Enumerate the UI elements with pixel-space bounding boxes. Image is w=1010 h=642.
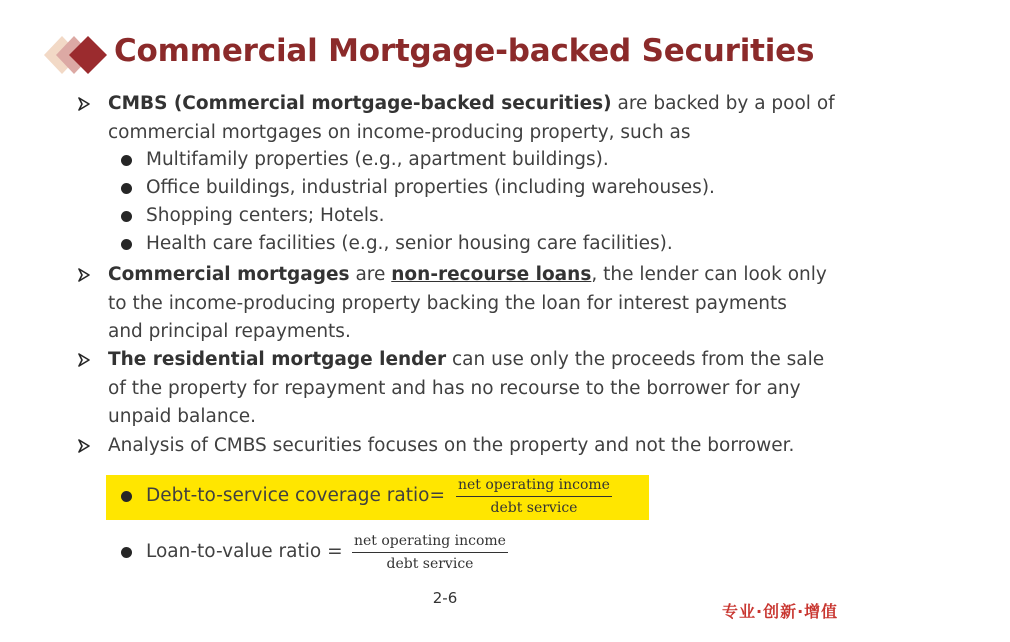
ltv-label: Loan-to-value ratio = (146, 541, 343, 562)
fraction-numerator: net operating income (456, 476, 612, 497)
inline-text: can use only the proceeds from the sale (446, 349, 825, 370)
paragraph-line: and principal repayments. (108, 321, 351, 342)
bullet-dot (121, 183, 132, 194)
non-recourse-term: non-recourse loans (391, 264, 592, 285)
arrow-bullet-icon (77, 353, 91, 367)
paragraph-analysis: Analysis of CMBS securities focuses on the property and not the borrower. (108, 435, 795, 456)
diamond-logo-icon (44, 34, 110, 76)
cmbs-text: are backed by a pool of (611, 93, 835, 114)
bullet-dot (121, 547, 132, 558)
list-item: Shopping centers; Hotels. (146, 205, 385, 226)
arrow-bullet-icon (77, 268, 91, 282)
arrow-bullet-icon (77, 439, 91, 453)
paragraph-residential-lender (108, 346, 848, 432)
fraction-denominator: debt service (386, 556, 474, 572)
bullet-dot (121, 211, 132, 222)
paragraph-line: unpaid balance. (108, 406, 257, 427)
list-item: Multifamily properties (e.g., apartment buildings). (146, 149, 609, 170)
list-item: Office buildings, industrial properties (including warehouses). (146, 177, 715, 198)
fraction-numerator: net operating income (352, 532, 508, 553)
inline-text: , the lender can look only (591, 264, 827, 285)
dscr-fraction (456, 476, 612, 517)
inline-text: are (349, 264, 392, 285)
fraction-denominator: debt service (490, 500, 578, 516)
slogan: 专业·创新·增值 (722, 602, 839, 621)
paragraph-commercial-mortgages (108, 261, 848, 347)
arrow-bullet-icon (77, 97, 91, 111)
bullet-dot (121, 155, 132, 166)
paragraph-cmbs (108, 90, 848, 147)
paragraph-line: of the property for repayment and has no recourse to the borrower for any (108, 377, 801, 399)
bullet-dot (121, 239, 132, 250)
residential-lender-term: The residential mortgage lender (108, 349, 447, 370)
bullet-dot (121, 491, 132, 502)
dscr-label: Debt-to-service coverage ratio= (146, 485, 445, 506)
paragraph-line: to the income-producing property backing the loan for interest payments (108, 292, 787, 314)
page-number: 2-6 (432, 589, 458, 607)
ltv-fraction (352, 532, 508, 573)
page-title: Commercial Mortgage-backed Securities (114, 33, 815, 69)
cmbs-term: CMBS (Commercial mortgage-backed securities) (108, 93, 612, 114)
commercial-mortgages-term: Commercial mortgages (108, 264, 350, 285)
cmbs-text-line2: commercial mortgages on income-producing property, such as (108, 121, 691, 143)
list-item: Health care facilities (e.g., senior housing care facilities). (146, 233, 673, 254)
